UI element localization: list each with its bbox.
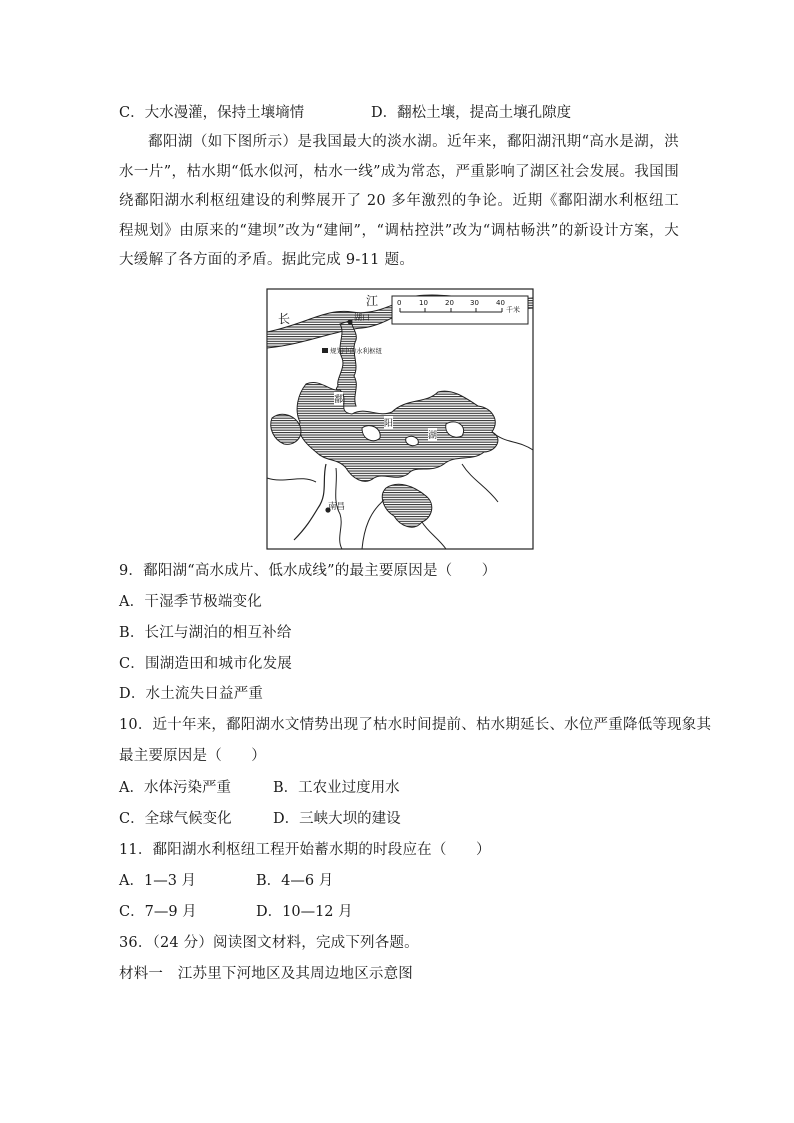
island <box>406 436 419 445</box>
label-lake-po: 鄱 <box>334 392 343 405</box>
q11-option-c: C．7—9 月 <box>119 904 197 920</box>
label-chang: 长 <box>278 312 291 326</box>
q10-stem-line2: 最主要原因是（ ） <box>119 748 266 764</box>
project-marker <box>322 348 328 353</box>
q10-option-a: A．水体污染严重 <box>119 780 231 796</box>
passage-text: 鄱阳湖（如下图所示）是我国最大的淡水湖。近年来，鄱阳湖汛期“高水是湖，洪水一片”，枯水期“低水似河，枯水一线”成为常态，严重影响了湖区社会发展。我国围绕鄱阳湖水利枢纽建设的利弊展开了 20 多年激烈的争论。近期《鄱阳湖水利枢纽工程规划》由原来的“建坝”改为“建闸”，“调枯控洪”改为“调枯畅洪”的新设计方案，大大缓解了各方面的矛盾。据此完成 9-11 题。 <box>119 134 679 268</box>
q10-option-c: C．全球气候变化 <box>119 811 232 827</box>
q9-option-b: B．长江与湖泊的相互补给 <box>119 625 292 641</box>
q9-option-a: A．干湿季节极端变化 <box>119 594 262 610</box>
q9-stem: 9．鄱阳湖“高水成片、低水成线”的最主要原因是（ ） <box>119 563 497 579</box>
q11-option-d: D．10—12 月 <box>256 904 353 920</box>
q9-option-c: C．围湖造田和城市化发展 <box>119 656 292 672</box>
material-1-caption: 材料一 江苏里下河地区及其周边地区示意图 <box>119 966 413 982</box>
hukou-marker <box>348 320 353 325</box>
q10-option-b: B．工农业过度用水 <box>273 780 400 796</box>
label-lake-hu: 湖 <box>428 428 437 441</box>
scale-unit: 千米 <box>506 306 520 314</box>
q9-option-d: D．水土流失日益严重 <box>119 686 264 702</box>
q10-stem-line1: 10．近十年来，鄱阳湖水文情势出现了枯水时间提前、枯水期延长、水位严重降低等现象其 <box>119 717 712 733</box>
scale-tick: 30 <box>470 299 479 307</box>
q11-option-b: B．4—6 月 <box>256 873 334 889</box>
label-project: 规划中的水利枢纽 <box>330 347 382 355</box>
prev-option-c: C．大水漫灌，保持土壤墒情 <box>119 105 305 121</box>
label-hukou: 湖口 <box>354 313 370 322</box>
label-jiang: 江 <box>366 294 379 308</box>
scale-tick: 20 <box>445 299 454 307</box>
q36-stem: 36．（24 分）阅读图文材料，完成下列各题。 <box>119 935 419 951</box>
map-drawing <box>266 288 534 550</box>
scale-tick: 10 <box>419 299 428 307</box>
label-nanchang: 南昌 <box>328 502 346 512</box>
scale-tick: 0 <box>397 299 402 307</box>
poyang-lake-map <box>266 288 534 550</box>
scale-tick: 40 <box>496 299 505 307</box>
prev-option-d: D．翻松土壤，提高土壤孔隙度 <box>371 105 572 121</box>
q11-stem: 11．鄱阳湖水利枢纽工程开始蓄水期的时段应在（ ） <box>119 842 491 858</box>
label-lake-yang: 阳 <box>384 416 393 429</box>
q11-option-a: A．1—3 月 <box>119 873 197 889</box>
q10-option-d: D．三峡大坝的建设 <box>273 811 401 827</box>
